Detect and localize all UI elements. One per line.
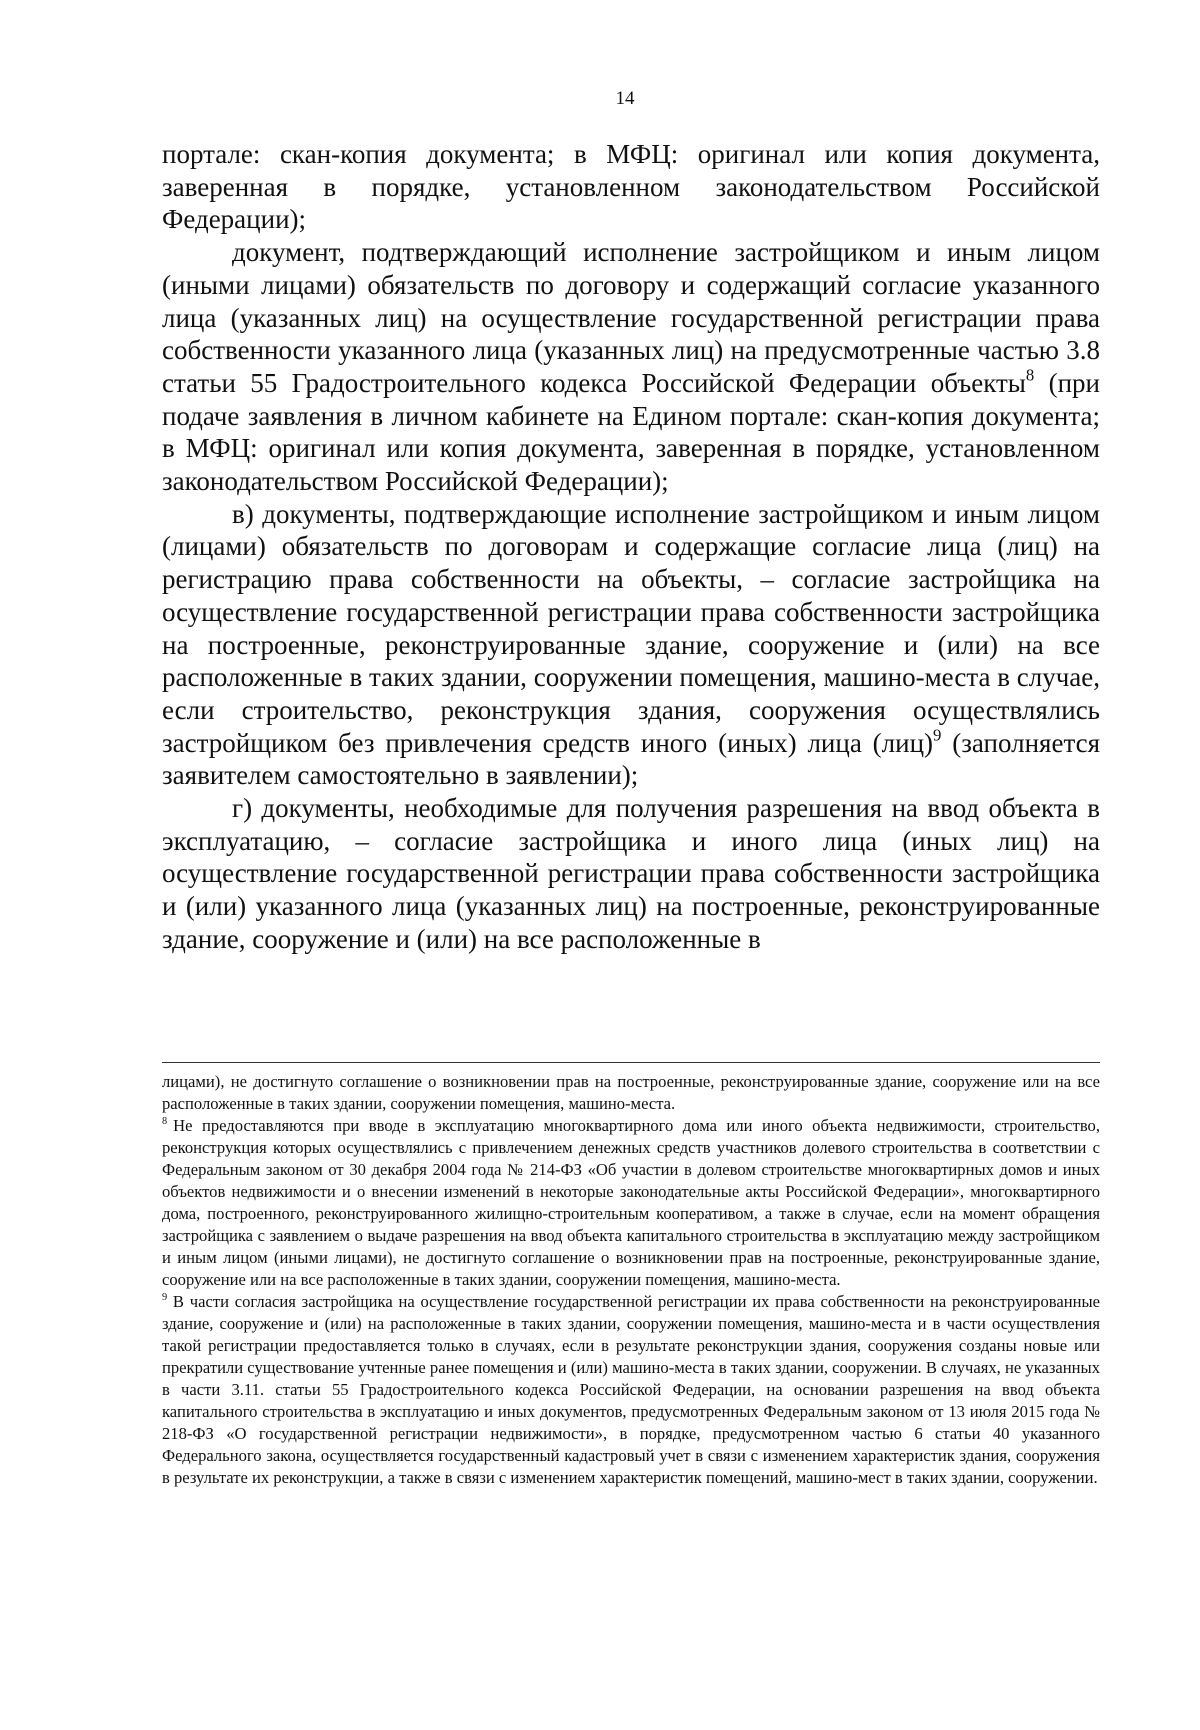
paragraph-item-g: г) документы, необходимые для получения разрешения на ввод объекта в эксплуатацию, – согласие застройщика и иного лица (иных лиц) на осуществление государственной регистрации права собственности застройщика и (или) указанного лица (указанных лиц) на построенные, реконструированные здание, сооружение и (или) на все расположенные в [162, 793, 1100, 954]
footnote-text: В части согласия застройщика на осуществление государственной регистрации их права собственности на реконструированные здание, сооружение и (или) на расположенные в таких здании, сооружении помещения, машино-места и в части осуществления такой регистрации предоставляется только в случаях, если в результате реконструкции здания, сооружения созданы новые или прекратили существование учтенные ранее помещения и (или) машино-места в таких здании, сооружении. В случаях, не указанных в части 3.11. статьи 55 Градостроительного кодекса Российской Федерации, на основании разрешения на ввод объекта капитального строительства в эксплуатацию и иных документов, предусмотренных Федеральным законом от 13 июля 2015 года № 218-ФЗ «О государственной регистрации недвижимости», в порядке, предусмотренном частью 6 статьи 40 указанного Федерального закона, осуществляется государственный кадастровый учет в связи с изменением характеристик здания, сооружения в результате их реконструкции, а также в связи с изменением характеристик помещений, машино-мест в таких здании, сооружении. [162, 1292, 1100, 1487]
footnote-divider [162, 1062, 1100, 1063]
footnote-ref-9[interactable]: 9 [933, 724, 942, 744]
footnote-continuation: лицами), не достигнуто соглашение о возникновении прав на построенные, реконструированные здание, сооружение или на все расположенные в таких здании, сооружении помещения, машино-места. [162, 1072, 1100, 1113]
paragraph-document-confirmation [162, 236, 1100, 498]
footnote-ref-8[interactable]: 8 [1025, 365, 1035, 385]
paragraph-text: (при подаче заявления в личном кабинете на Едином портале: скан-копия документа; в МФЦ: оригинал или копия документа, заверенная в порядке, установленном законодательством Российской Федерации); [162, 367, 1100, 497]
paragraph-text: документ, подтверждающий исполнение застройщиком и иным лицом (иными лицами) обязательств по договору и содержащий согласие указанного лица (указанных лиц) на осуществление государственной регистрации права собственности указанного лица (указанных лиц) на предусмотренные частью 3.8 статьи 55 Градостроительного кодекса Российской Федерации объекты [162, 237, 1100, 398]
footnote-text: Не предоставляются при вводе в эксплуатацию многоквартирного дома или иного объекта недвижимости, строительство, реконструкция которых осуществлялись с привлечением денежных средств участников долевого строительства в соответствии с Федеральным законом от 30 декабря 2004 года № 214-ФЗ «Об участии в долевом строительстве многоквартирных домов и иных объектов недвижимости и о внесении изменений в некоторые законодательные акты Российской Федерации», многоквартирного дома, построенного, реконструированного жилищно-строительным кооперативом, а также в случае, если на момент обращения застройщика с заявлением о выдаче разрешения на ввод объекта капитального строительства в эксплуатацию между застройщиком и иным лицом (иными лицами), не достигнуто соглашение о возникновении прав на построенные, реконструированные здание, сооружение или на все расположенные в таких здании, сооружении помещения, машино-места. [162, 1116, 1100, 1289]
paragraph-item-v [162, 498, 1100, 792]
paragraph-continuation: порталe: скан-копия документа; в МФЦ: оригинал или копия документа, заверенная в порядке, установленном законодательством Российской Федерации); [162, 139, 1100, 235]
main-text [162, 138, 1100, 956]
page-number: 14 [615, 88, 635, 109]
footnotes [162, 1071, 1100, 1489]
footnote-mark-8: 8 [162, 1115, 168, 1127]
footnote-mark-9: 9 [162, 1291, 168, 1303]
footnote-9 [162, 1291, 1100, 1489]
paragraph-text: (заполняется заявителем самостоятельно в заявлении); [162, 727, 1100, 791]
footnote-8 [162, 1115, 1100, 1291]
paragraph-text: в) документы, подтверждающие исполнение застройщиком и иным лицом (лицами) обязательств по договорам и содержащие согласие лица (лиц) на регистрацию права собственности на объекты, – согласие застройщика на осуществление государственной регистрации права собственности застройщика на построенные, реконструированные здание, сооружение и (или) на все расположенные в таких здании, сооружении помещения, машино-места в случае, если строительство, реконструкция здания, сооружения осуществлялись застройщиком без привлечения средств иного (иных) лица (лиц) [162, 498, 1100, 758]
